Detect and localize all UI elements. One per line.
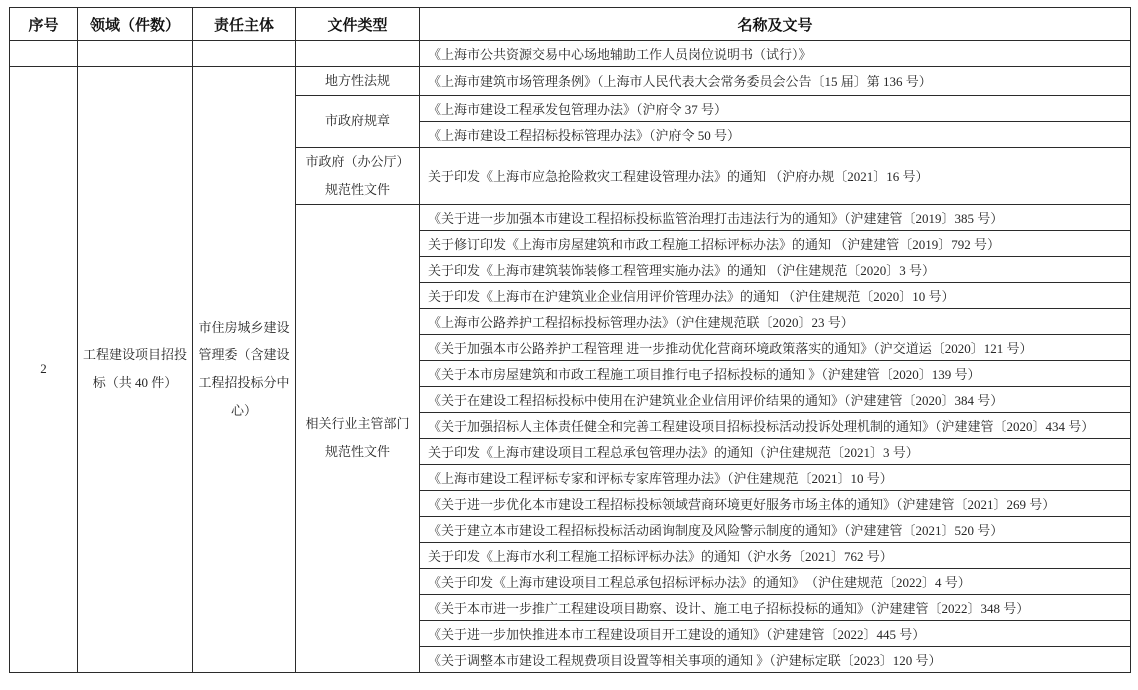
doc-type-cell-local-law: 地方性法规 — [296, 67, 420, 96]
header-field: 领域（件数） — [78, 8, 193, 41]
name-cell: 关于印发《上海市在沪建筑业企业信用评价管理办法》的通知 （沪住建规范〔2020〕10 号） — [420, 282, 1131, 308]
name-cell: 《上海市建设工程承发包管理办法》（沪府令 37 号） — [420, 95, 1131, 121]
name-cell: 《上海市建筑市场管理条例》（上海市人民代表大会常务委员会公告〔15 届〕第 136 号） — [420, 67, 1131, 96]
name-cell: 《上海市建设工程招标投标管理办法》（沪府令 50 号） — [420, 121, 1131, 147]
name-cell: 《关于加强招标人主体责任健全和完善工程建设项目招标投标活动投诉处理机制的通知》（沪建建管〔2020〕434 号） — [420, 412, 1131, 438]
name-cell: 《关于本市房屋建筑和市政工程施工项目推行电子招标投标的通知 》（沪建建管〔2020〕139 号） — [420, 360, 1131, 386]
name-cell: 《关于进一步优化本市建设工程招标投标领域营商环境更好服务市场主体的通知》（沪建建管〔2021〕269 号） — [420, 490, 1131, 516]
header-seq: 序号 — [10, 8, 78, 41]
responsible-cell: 市住房城乡建设管理委（含建设工程招投标分中心） — [193, 67, 296, 673]
field-cell: 工程建设项目招投标（共 40 件） — [78, 67, 193, 673]
name-cell: 《关于进一步加快推进本市工程建设项目开工建设的通知》（沪建建管〔2022〕445 号） — [420, 620, 1131, 646]
name-cell: 《关于在建设工程招标投标中使用在沪建筑业企业信用评价结果的通知》（沪建建管〔2020〕384 号） — [420, 386, 1131, 412]
doc-type-cell-gov-rule: 市政府规章 — [296, 95, 420, 147]
empty-seq-cell — [10, 41, 78, 67]
doc-type-cell-gov-office-normative: 市政府（办公厅）规范性文件 — [296, 147, 420, 204]
seq-cell: 2 — [10, 67, 78, 673]
name-cell: 《关于本市进一步推广工程建设项目勘察、设计、施工电子招标投标的通知》（沪建建管〔2022〕348 号） — [420, 594, 1131, 620]
name-cell: 关于印发《上海市水利工程施工招标评标办法》的通知（沪水务〔2021〕762 号） — [420, 542, 1131, 568]
name-cell: 关于印发《上海市建设项目工程总承包管理办法》的通知（沪住建规范〔2021〕3 号） — [420, 438, 1131, 464]
name-cell: 《关于加强本市公路养护工程管理 进一步推动优化营商环境政策落实的通知》（沪交道运〔2020〕121 号） — [420, 334, 1131, 360]
name-cell: 《关于建立本市建设工程招标投标活动函询制度及风险警示制度的通知》（沪建建管〔2021〕520 号） — [420, 516, 1131, 542]
name-cell: 《关于调整本市建设工程规费项目设置等相关事项的通知 》（沪建标定联〔2023〕120 号） — [420, 646, 1131, 672]
header-name-number: 名称及文号 — [420, 8, 1131, 41]
name-cell: 关于印发《上海市应急抢险救灾工程建设管理办法》的通知 （沪府办规〔2021〕16 号） — [420, 147, 1131, 204]
name-cell: 《关于印发《上海市建设项目工程总承包招标评标办法》的通知》 （沪住建规范〔2022〕4 号） — [420, 568, 1131, 594]
name-cell: 《上海市公共资源交易中心场地辅助工作人员岗位说明书（试行）》 — [420, 41, 1131, 67]
doc-type-cell-industry-normative: 相关行业主管部门规范性文件 — [296, 204, 420, 672]
header-responsible: 责任主体 — [193, 8, 296, 41]
empty-doc-type-cell — [296, 41, 420, 67]
name-cell: 《上海市公路养护工程招标投标管理办法》（沪住建规范联〔2020〕23 号） — [420, 308, 1131, 334]
name-cell: 关于印发《上海市建筑装饰装修工程管理实施办法》的通知 （沪住建规范〔2020〕3 号） — [420, 256, 1131, 282]
regulations-table — [9, 7, 1131, 673]
table-header-row — [10, 8, 1131, 41]
empty-responsible-cell — [193, 41, 296, 67]
header-doc-type: 文件类型 — [296, 8, 420, 41]
name-cell: 《上海市建设工程评标专家和评标专家库管理办法》（沪住建规范〔2021〕10 号） — [420, 464, 1131, 490]
empty-field-cell — [78, 41, 193, 67]
table-row — [10, 41, 1131, 67]
name-cell: 《关于进一步加强本市建设工程招标投标监管治理打击违法行为的通知》（沪建建管〔2019〕385 号） — [420, 204, 1131, 230]
name-cell: 关于修订印发《上海市房屋建筑和市政工程施工招标评标办法》的通知 （沪建建管〔2019〕792 号） — [420, 230, 1131, 256]
table-row — [10, 67, 1131, 96]
